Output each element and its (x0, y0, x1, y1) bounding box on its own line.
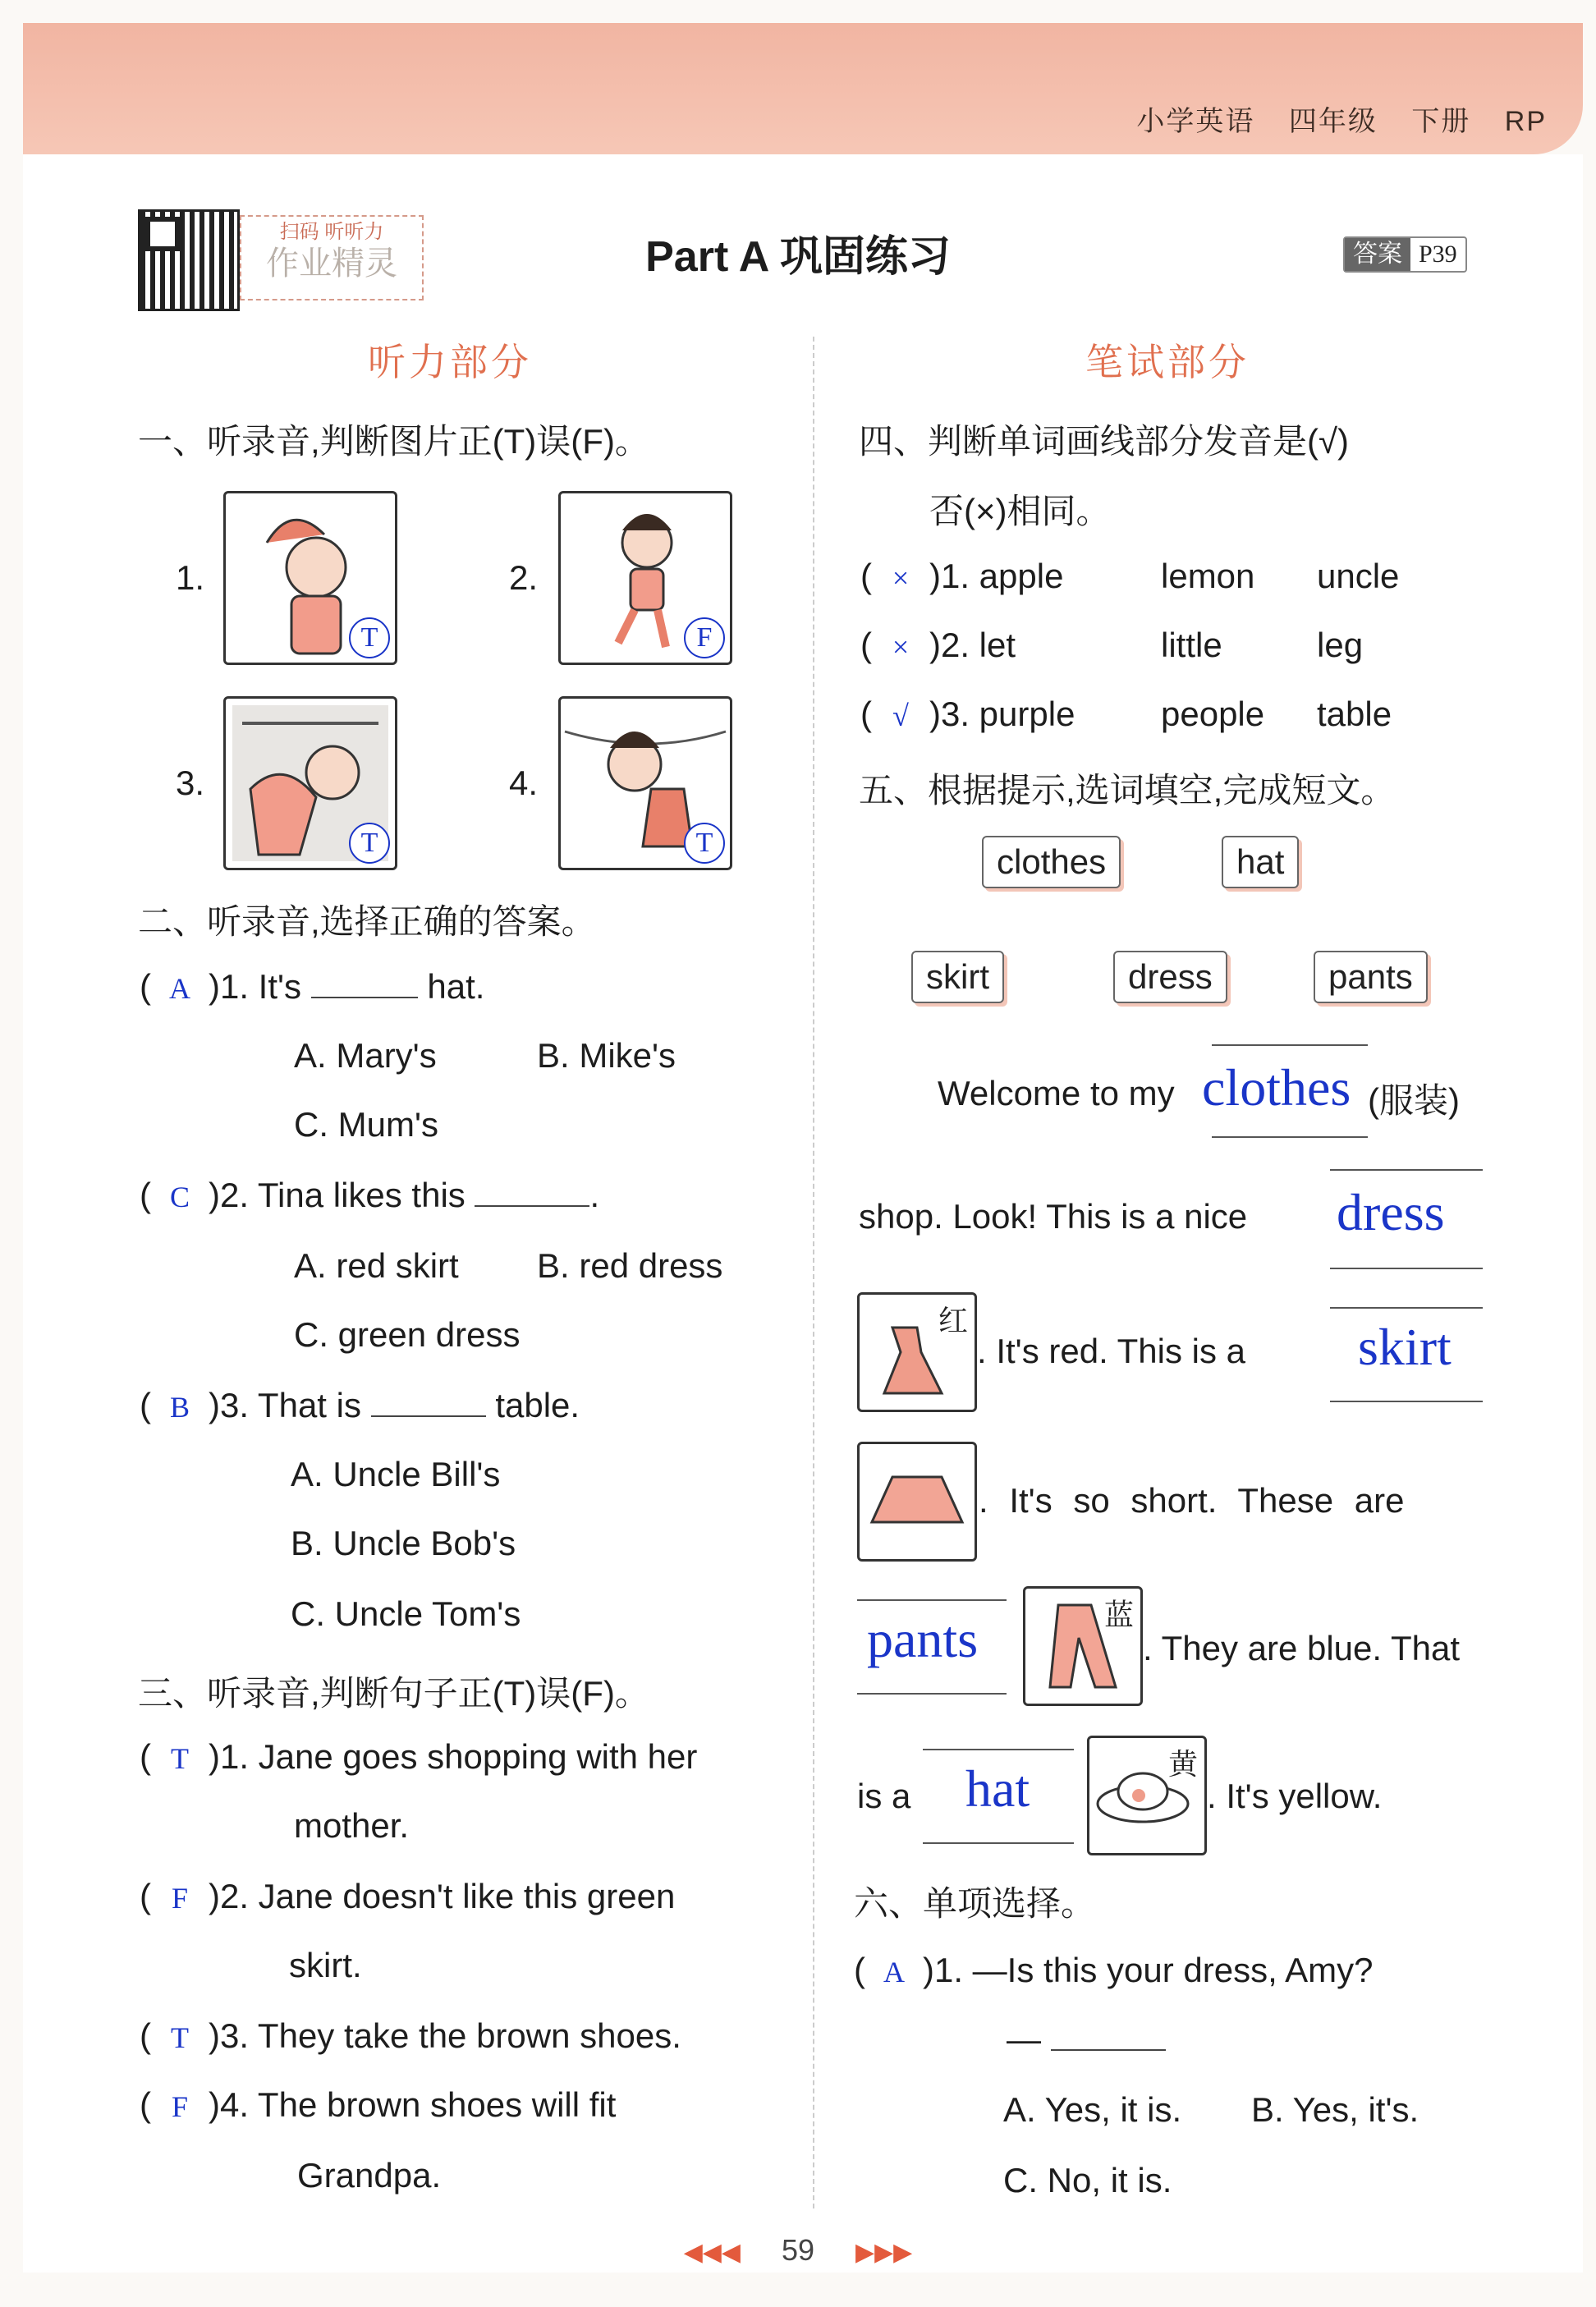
page-title: Part A 巩固练习 (645, 233, 951, 281)
q3-item: ( F )4. The brown shoes will fit (140, 2085, 617, 2124)
edition-label: RP (1504, 106, 1547, 137)
q1-heading: 一、听录音,判断图片正(T)误(F)。 (138, 422, 649, 461)
handwritten-answer: pants (867, 1610, 979, 1668)
handwritten-answer: clothes (1202, 1058, 1351, 1117)
q2-answer: A (169, 972, 190, 1005)
handwritten-answer: skirt (1358, 1318, 1452, 1376)
passage-line-3: . It's red. This is a (977, 1332, 1246, 1370)
q2-option: C. Mum's (294, 1105, 439, 1144)
word-box-pants: pants (1314, 951, 1428, 1003)
q2-stem-end: table. (495, 1386, 580, 1424)
q3-line1: )1. Jane goes shopping with her (209, 1737, 698, 1776)
q3-line2: skirt. (289, 1946, 362, 1984)
q2-option: B. red dress (537, 1246, 723, 1285)
q2-answer: B (169, 1391, 190, 1424)
q3-answer: F (171, 2090, 189, 2123)
passage-line-4: . It's so short. These are (979, 1481, 1405, 1520)
listening-section-title: 听力部分 (368, 341, 532, 383)
q3-item: ( F )2. Jane doesn't like this green (140, 1877, 676, 1915)
passage-line-2: shop. Look! This is a nice (859, 1197, 1248, 1236)
passage-line-7: . It's yellow. (1207, 1777, 1383, 1815)
passage-line-6: is a (857, 1777, 911, 1815)
q4-answer: √ (892, 699, 909, 732)
q4-word1: )3. purple (929, 695, 1075, 733)
q2-option: C. green dress (294, 1315, 521, 1354)
q2-item-3: ( B )3. That is table. (140, 1386, 580, 1424)
q1-mark-badge: F (684, 617, 725, 658)
q2-blank (371, 1415, 486, 1417)
q4-word3: leg (1317, 626, 1364, 664)
q2-stem: )3. That is (209, 1386, 361, 1424)
q3-answer: T (171, 2021, 189, 2054)
q1-item-num: 2. (509, 558, 539, 597)
q4-heading: 四、判断单词画线部分发音是(√) (859, 422, 1350, 461)
q2-option: B. Uncle Bob's (291, 1524, 516, 1562)
q2-stem: )1. It's (209, 967, 302, 1006)
handwritten-answer: dress (1337, 1183, 1445, 1241)
q6-item: ( A )1. —Is this your dress, Amy? (854, 1951, 1374, 1989)
q4-answer: × (892, 562, 910, 594)
q4-word1: )2. let (929, 626, 1016, 664)
word-box-dress: dress (1113, 951, 1227, 1003)
passage-line-1: Welcome to my (938, 1074, 1175, 1112)
skirt-picture (857, 1442, 977, 1562)
handwritten-answer: hat (965, 1759, 1030, 1818)
q3-line2: Grandpa. (297, 2156, 442, 2195)
next-arrows-icon[interactable]: ▶▶▶ (855, 2239, 913, 2266)
q1-mark-badge: T (684, 823, 725, 864)
q6-option: C. No, it is. (1003, 2161, 1172, 2199)
q1-item-num: 3. (176, 764, 205, 802)
passage-line-5: . They are blue. That (1143, 1629, 1461, 1667)
answer-badge-page: P39 (1419, 241, 1457, 268)
q4-word3: table (1317, 695, 1392, 733)
q6-reply (1007, 2020, 1166, 2059)
q3-line1: )2. Jane doesn't like this green (209, 1877, 676, 1915)
red-dress-picture (857, 1292, 977, 1412)
q2-answer: C (169, 1181, 190, 1213)
q3-answer: T (171, 1742, 189, 1775)
q6-heading: 六、单项选择。 (854, 1884, 1096, 1923)
answer-badge[interactable] (1343, 236, 1467, 273)
q3-item: ( T )1. Jane goes shopping with her (140, 1737, 698, 1776)
q2-option: A. Mary's (294, 1036, 437, 1075)
q5-heading: 五、根据提示,选词填空,完成短文。 (859, 771, 1396, 810)
q4-word2: people (1161, 695, 1265, 733)
q4-word2: lemon (1161, 557, 1255, 595)
prev-arrows-icon[interactable]: ◀◀◀ (683, 2239, 741, 2266)
pants-picture (1023, 1586, 1143, 1706)
writing-section-title: 笔试部分 (1085, 341, 1250, 383)
q3-answer: F (171, 1882, 189, 1915)
q4-word1: )1. apple (929, 557, 1064, 595)
q3-line1: )4. The brown shoes will fit (209, 2085, 617, 2124)
q4-word3: uncle (1317, 557, 1400, 595)
hint-color: 蓝 (1103, 1598, 1134, 1631)
q6-dash: — (1007, 2020, 1041, 2058)
q2-stem: )2. Tina likes this (209, 1176, 466, 1214)
hint-color: 红 (938, 1304, 968, 1337)
word-box-clothes: clothes (982, 836, 1121, 888)
qr-caption-small: 扫码 听听力 (279, 221, 384, 243)
q2-option: C. Uncle Tom's (291, 1594, 521, 1633)
q1-mark-badge: T (349, 823, 390, 864)
q2-option: A. Uncle Bill's (291, 1455, 501, 1493)
q4-heading-2: 否(×)相同。 (929, 492, 1111, 530)
hat-picture (1087, 1736, 1207, 1855)
q6-stem: )1. —Is this your dress, Amy? (923, 1951, 1374, 1989)
q6-blank (1051, 2049, 1166, 2051)
skirt-illustration (860, 1444, 975, 1559)
q2-item-1: ( A )1. It's hat. (140, 967, 485, 1006)
page-footer (0, 2233, 1596, 2268)
q2-item-2: ( C )2. Tina likes this . (140, 1176, 600, 1214)
q3-line2: mother. (294, 1806, 410, 1845)
q2-stem-end: . (589, 1176, 600, 1214)
word-box-skirt: skirt (911, 951, 1004, 1003)
q4-item: ( × )2. let (860, 626, 1016, 664)
q6-option: A. Yes, it is. (1003, 2090, 1182, 2129)
q2-heading: 二、听录音,选择正确的答案。 (138, 902, 596, 941)
q2-blank (311, 997, 418, 998)
qr-caption-brand: 作业精灵 (266, 245, 397, 282)
q4-word2: little (1161, 626, 1222, 664)
q6-option: B. Yes, it's. (1251, 2090, 1419, 2129)
q3-heading: 三、听录音,判断句子正(T)误(F)。 (138, 1674, 649, 1713)
page-number: 59 (781, 2233, 815, 2267)
q3-line1: )3. They take the brown shoes. (209, 2016, 681, 2055)
hint-color: 黄 (1167, 1747, 1198, 1781)
q2-option: A. red skirt (294, 1246, 459, 1285)
subject-label: 小学英语 (1136, 106, 1255, 137)
q4-answer: × (892, 631, 910, 663)
q2-stem-end: hat. (427, 967, 485, 1006)
q6-answer: A (883, 1956, 905, 1988)
q1-mark-badge: T (349, 617, 390, 658)
grade-label: 四年级 (1288, 106, 1378, 137)
answer-badge-label: 答案 (1345, 238, 1410, 271)
column-divider (813, 337, 814, 2208)
q3-item: ( T )3. They take the brown shoes. (140, 2016, 681, 2055)
q1-item-num: 1. (176, 558, 205, 597)
header-info (1112, 99, 1547, 139)
hint-text: (服装) (1368, 1081, 1460, 1120)
q4-item: ( √ )3. purple (860, 695, 1075, 733)
word-box-hat: hat (1222, 836, 1299, 888)
q4-item: ( × )1. apple (860, 557, 1064, 595)
q1-item-num: 4. (509, 764, 539, 802)
q2-option: B. Mike's (537, 1036, 676, 1075)
volume-label: 下册 (1411, 106, 1471, 137)
q2-blank (475, 1205, 589, 1207)
